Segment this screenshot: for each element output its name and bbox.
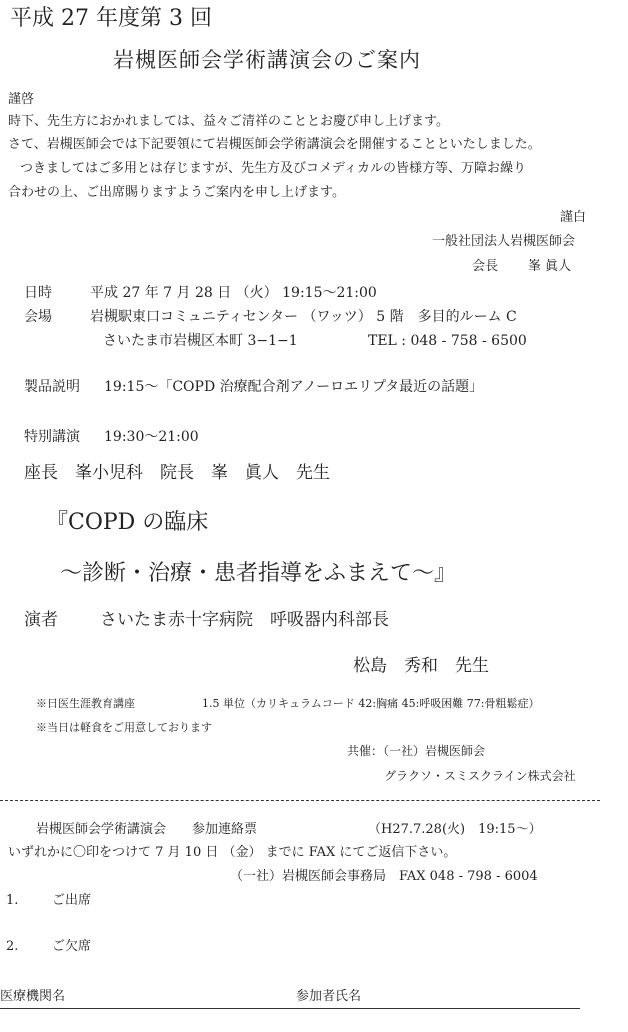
venue-address: さいたま市岩槻区本町 3−1−1 [103, 333, 298, 349]
session-heading: 平成 27 年度第 3 回 [10, 6, 212, 31]
president-title: 会長 [472, 259, 499, 274]
speaker-affiliation: さいたま赤十字病院 呼吸器内科部長 [100, 610, 389, 630]
option-2-number: 2. [6, 939, 19, 954]
venue-label: 会場 [24, 309, 52, 325]
reply-instruction: いずれかに〇印をつけて 7 月 10 日 （金） までに FAX にてご返信下さい。 [8, 845, 457, 860]
note-meal: ※当日は軽食をご用意しております [36, 721, 212, 734]
reply-office: （一社）岩槻医師会事務局 FAX 048 - 798 - 6004 [230, 869, 538, 884]
president-name: 峯 眞人 [528, 259, 572, 274]
date-label: 日時 [24, 285, 52, 301]
option-absent[interactable]: ご欠席 [52, 939, 92, 954]
option-1-number: 1. [6, 893, 19, 908]
note-cme: ※日医生涯教育講座 [36, 697, 135, 710]
special-lecture-time: 19:30〜21:00 [104, 429, 199, 445]
letter-line-2: さて、岩槻医師会では下記要領にて岩槻医師会学術講演会を開催することといたしました。 [8, 137, 541, 152]
attendee-name-label: 参加者氏名 [296, 989, 362, 1004]
cosponsor-1: 共催：（一社）岩槻医師会 [347, 744, 486, 758]
organization-name: 一般社団法人岩槻医師会 [432, 234, 576, 249]
page-title: 岩槻医師会学術講演会のご案内 [113, 48, 421, 72]
institution-name-label: 医療機関名 [0, 989, 66, 1004]
closing: 謹白 [560, 210, 587, 225]
reply-title: 岩槻医師会学術講演会 参加連絡票 [36, 822, 258, 837]
form-underline [0, 1008, 580, 1009]
option-attend[interactable]: ご出席 [52, 893, 92, 908]
letter-line-4: 合わせの上、ご出席賜りますようご案内を申し上げます。 [8, 185, 345, 200]
product-label: 製品説明 [24, 379, 80, 395]
cosponsor-2: グラクソ・スミスクライン株式会社 [384, 769, 576, 783]
special-lecture-label: 特別講演 [24, 429, 80, 445]
venue-value: 岩槻駅東口コミュニティセンター （ワッツ） 5 階 多目的ルーム C [90, 309, 517, 325]
product-value: 19:15〜「COPD 治療配合剤アノーロエリプタ最近の話題」 [104, 379, 484, 395]
note-cme-detail: 1.5 単位（カリキュラムコード 42:胸痛 45:呼吸困難 77:骨粗鬆症） [202, 697, 540, 710]
lecture-title-line-2: 〜診断・治療・患者指導をふまえて〜』 [60, 561, 457, 586]
venue-tel: TEL : 048 - 758 - 6500 [368, 333, 527, 349]
speaker-name: 松島 秀和 先生 [353, 656, 489, 676]
chairperson: 座長 峯小児科 院長 峯 眞人 先生 [24, 463, 330, 483]
date-value: 平成 27 年 7 月 28 日 （火） 19:15〜21:00 [90, 285, 377, 301]
salutation: 謹啓 [8, 92, 35, 107]
lecture-title-line-1: 『COPD の臨床 [46, 510, 209, 535]
reply-date: （H27.7.28(火) 19:15〜） [368, 822, 542, 837]
letter-line-1: 時下、先生方におかれましては、益々ご清祥のこととお慶び申し上げます。 [8, 114, 449, 129]
cut-line [0, 800, 600, 801]
letter-line-3: つきましてはご多用とは存じますが、先生方及びコメディカルの皆様方等、万障お繰り [20, 161, 526, 176]
speaker-label: 演者 [24, 610, 58, 630]
